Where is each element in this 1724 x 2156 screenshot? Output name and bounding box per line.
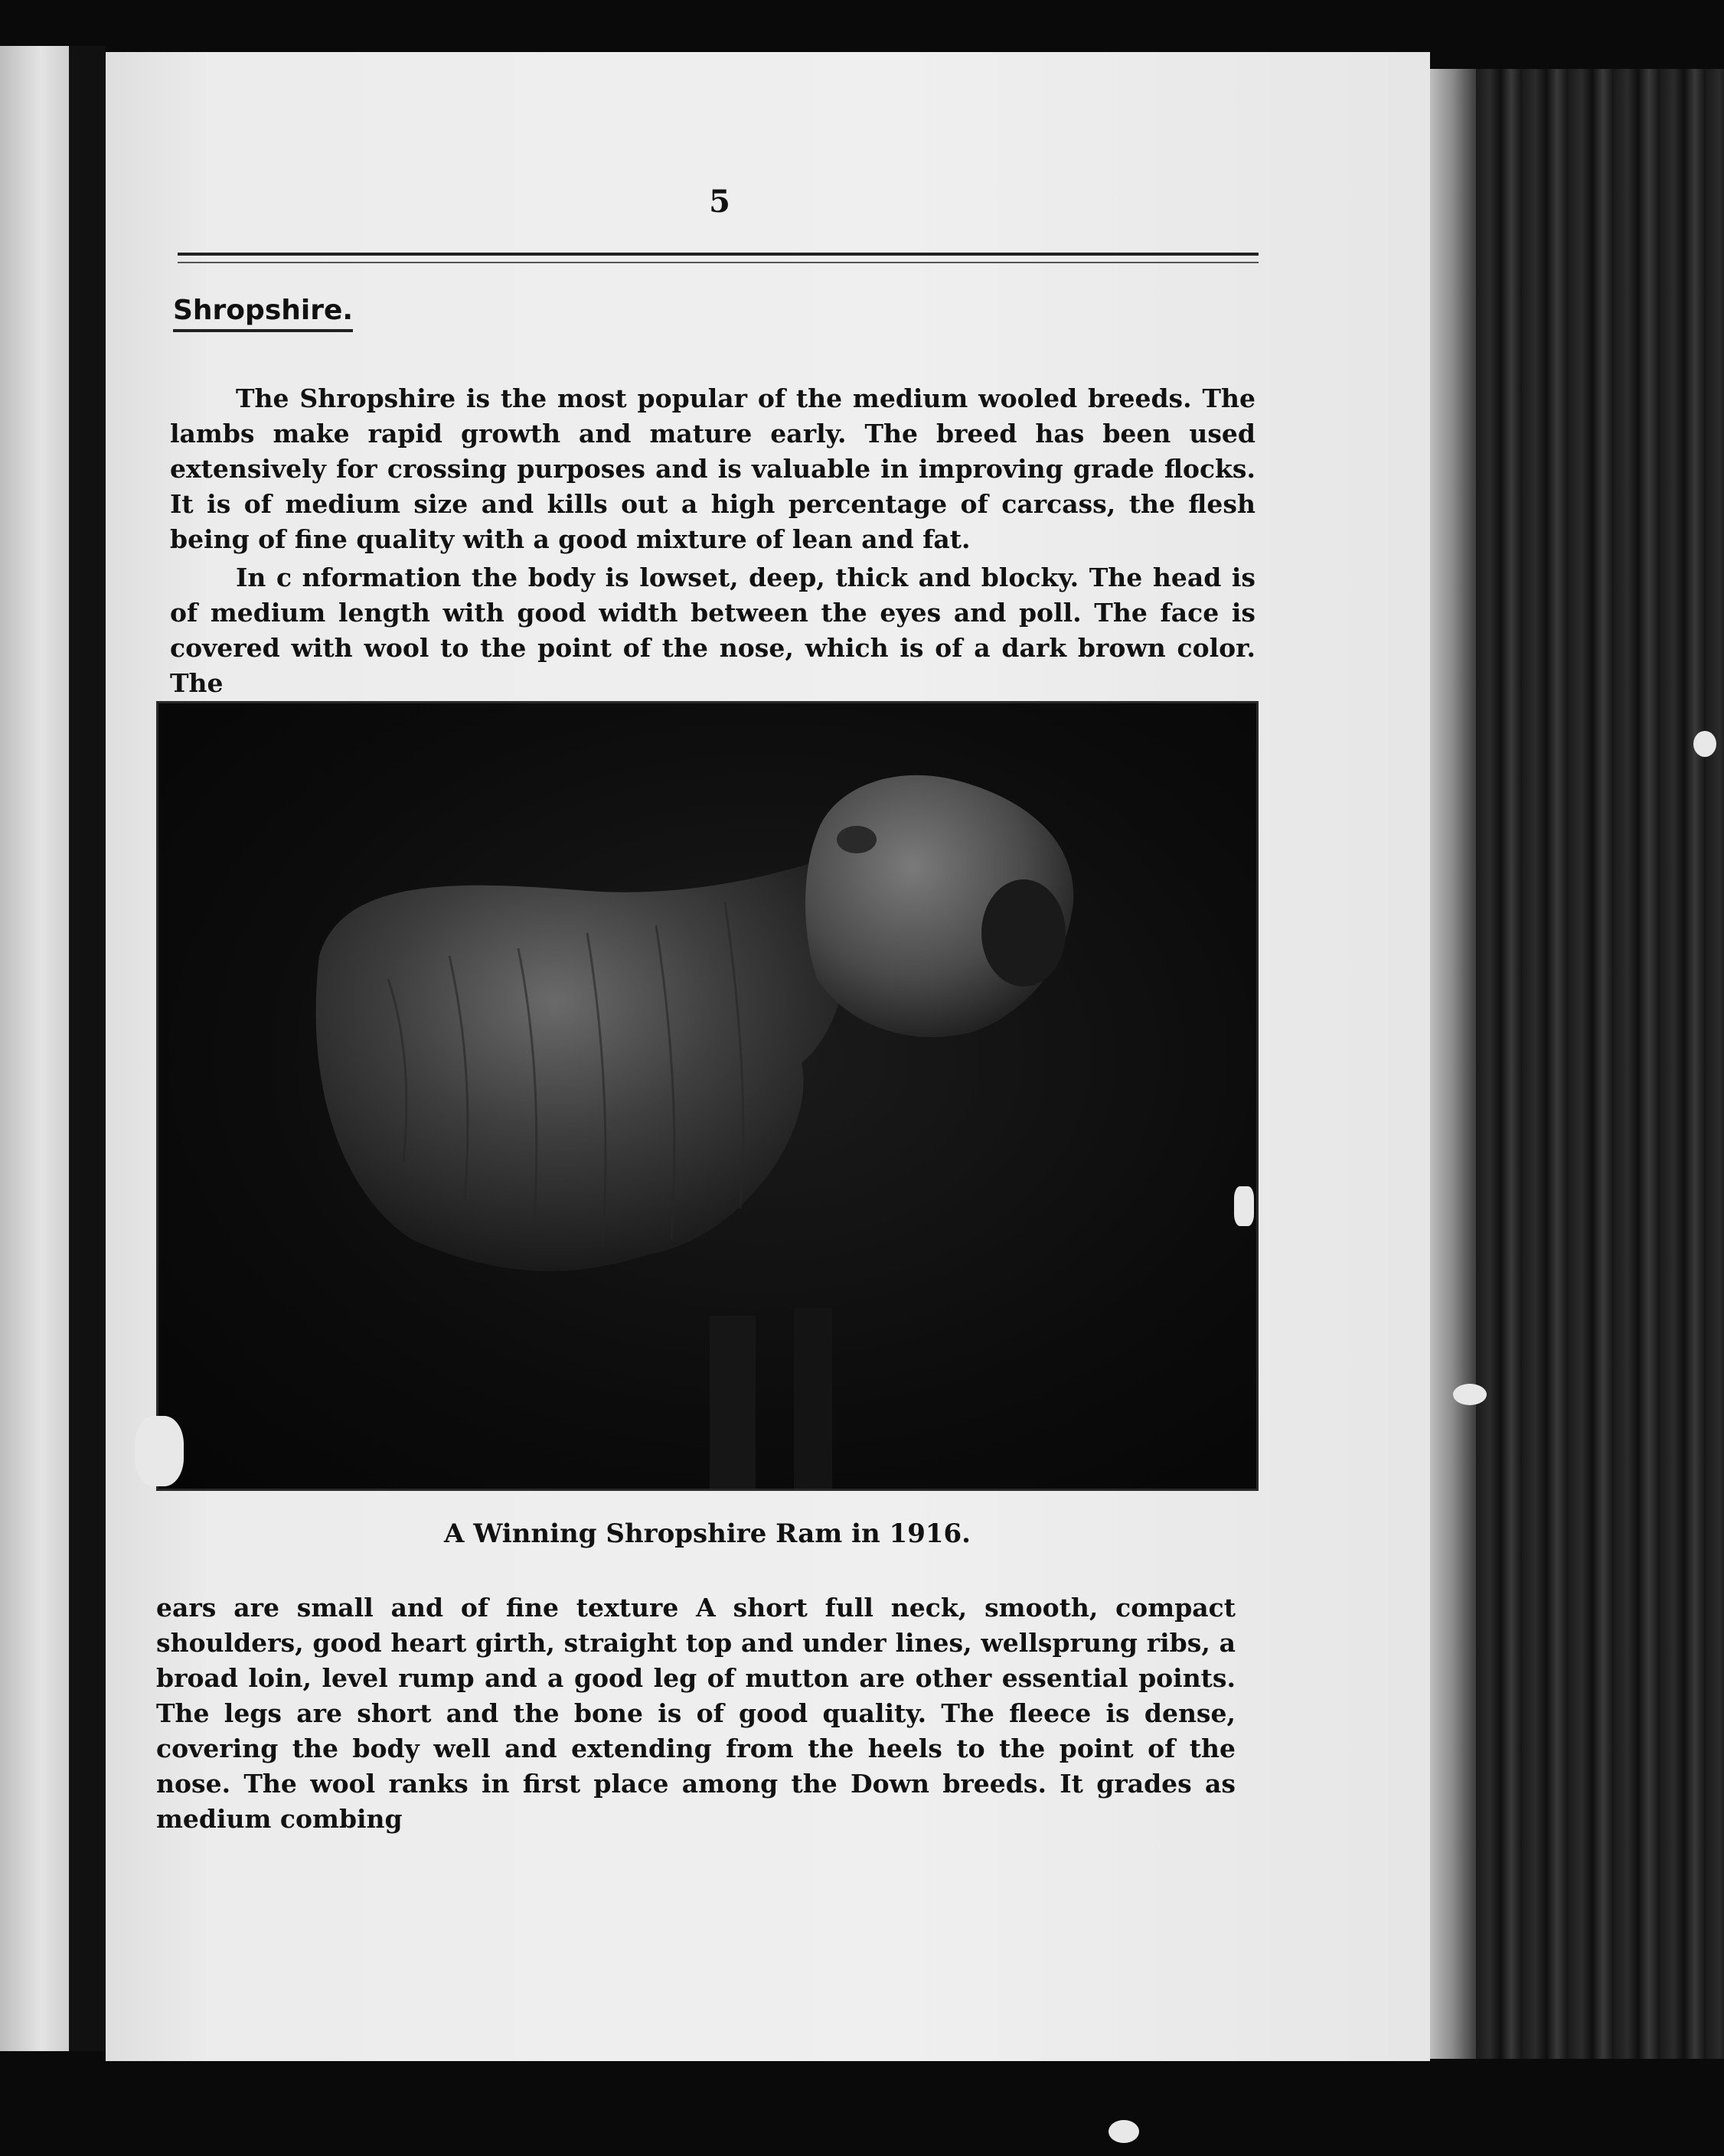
scan-speck — [1693, 731, 1716, 757]
paragraph-intro: The Shropshire is the most popular of the medium wooled breeds. The lambs make rapid growth and mature early. The breed has been used extensively for crossing purposes and is valuable in improving grade flocks. It is of medium size and kills out a high percentage of carcass, the flesh being of fine quality with a good mixture of lean and fat. — [170, 383, 1255, 554]
section-title: Shropshire. — [173, 295, 353, 332]
header-rule — [178, 253, 1259, 263]
scan-speck — [1234, 1186, 1254, 1226]
previous-page-edge — [0, 46, 69, 2051]
scan-speck — [135, 1416, 184, 1486]
ram-silhouette — [158, 703, 1256, 1489]
paragraph-continuation: ears are small and of fine texture A short full neck, smooth, compact shoulders, good heart girth, straight top and under lines, wellsprung ribs, a broad loin, level rump and a good leg of mutton are other essential points. The legs are short and the bone is of good quality. The fleece is dense, covering the body well and extending from the heels to the point of the nose. The wool ranks in first place among the Down breeds. It grades as medium combing — [156, 1593, 1236, 1834]
page-number: 5 — [709, 184, 730, 220]
left-binding-shadow — [69, 46, 106, 2051]
paragraph-conformation: In c nformation the body is lowset, deep, thick and blocky. The head is of medium length with good width between the eyes and poll. The face is covered with wool to the point of the nose, which is of a dark brown color. The — [170, 563, 1255, 698]
figure-caption: A Winning Shropshire Ram in 1916. — [443, 1518, 971, 1549]
scan-speck — [1109, 2120, 1139, 2143]
right-page-edge — [1430, 69, 1476, 2059]
ram-photograph — [156, 701, 1259, 1491]
scan-speck — [1453, 1384, 1487, 1405]
